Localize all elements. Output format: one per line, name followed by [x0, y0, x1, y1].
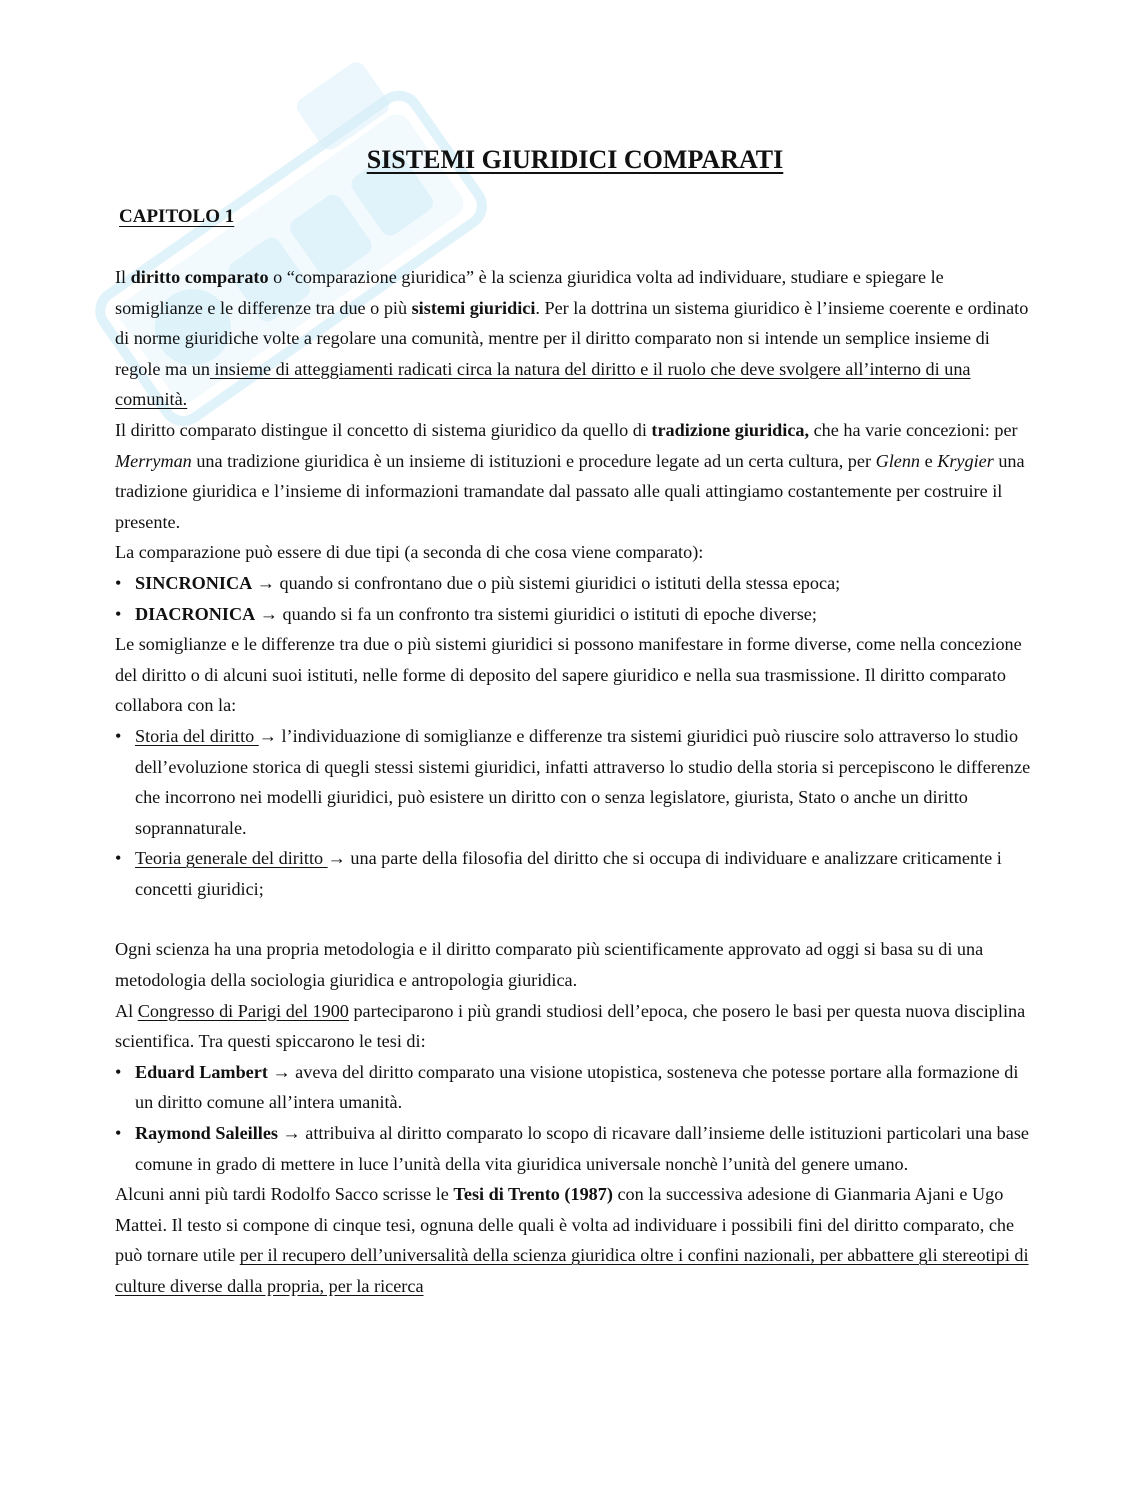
bold-term: Tesi di Trento (1987) — [453, 1184, 613, 1205]
bullet-icon: • — [115, 1061, 122, 1082]
underlined-text: Congresso di Parigi del 1900 — [137, 1000, 349, 1021]
bold-term: diritto comparato — [130, 267, 269, 287]
text-run: parteciparono i più grandi studiosi dell’epoca, che posero le basi per questa nuova disciplina scientifica. Tra questi spiccarono le tesi di: — [115, 1000, 1026, 1052]
list-item-text: → aveva del diritto comparato una visione utopistica, sosteneva che potesse portare alla formazione di un diritto comune all’intera umanità. — [135, 1061, 1019, 1113]
underlined-term: Storia del diritto — [135, 725, 259, 746]
document-page — [115, 140, 1035, 1302]
bold-term: Eduard Lambert — [135, 1061, 268, 1082]
underlined-term: Teoria generale del diritto — [135, 848, 328, 869]
list-item-text: → attribuiva al diritto comparato lo scopo di ricavare dall’insieme delle istituzioni particolari una base comune in grado di mettere in luce l’unità della vita giuridica universale nonchè l’unità del genere umano. — [135, 1123, 1029, 1174]
text-run: o “comparazione giuridica” è la scienza giuridica volta ad individuare, studiare e spiegare le somiglianze e le differenze tra due o più — [115, 267, 944, 318]
list-item-text: → l’individuazione di somiglianze e differenze tra sistemi giuridici può riuscire solo attraverso lo studio dell’evoluzione storica di quegli stessi sistemi giuridici, infatti attraverso lo studio della storia si percepiscono le differenze che incorrono nei modelli giuridici, può esistere un diritto con o senza legislatore, giurista, Stato o anche un diritto soprannaturale. — [135, 725, 1031, 838]
text-run: una tradizione giuridica e l’insieme di informazioni tramandate dal passato alle quali attingiamo costantemente per costruire il presente. — [115, 450, 1025, 532]
list-item — [115, 721, 1035, 843]
bullet-icon: • — [115, 603, 122, 624]
paragraph-5: Ogni scienza ha una propria metodologia e il diritto comparato più scientificamente approvato ad oggi si basa su di una metodologia della sociologia giuridica e antropologia giuridica. — [115, 939, 984, 991]
list-item-text: → quando si fa un confronto tra sistemi giuridici o istituti di epoche diverse; — [255, 603, 817, 624]
underlined-text: per il recupero dell’universalità della scienza giuridica oltre i confini nazionali, per abbattere gli stereotipi di culture diverse dalla propria, per la ricerca — [115, 1245, 1029, 1296]
bullet-icon: • — [115, 1123, 122, 1144]
bullet-icon: • — [115, 725, 122, 746]
comparison-types-list — [115, 568, 1035, 629]
paragraph-7 — [115, 1179, 1035, 1301]
bold-term: DIACRONICA — [135, 603, 256, 624]
text-run: Il diritto comparato distingue il concetto di sistema giuridico da quello di — [115, 419, 652, 440]
list-item-text: → una parte della filosofia del diritto che si occupa di individuare e analizzare criticamente i concetti giuridici; — [135, 848, 1002, 899]
underlined-text: insieme di atteggiamenti radicati circa la natura del diritto e il ruolo che deve svolgere all’interno di una comunità. — [115, 358, 971, 410]
text-run: Al — [115, 1000, 138, 1021]
text-run: . Per la dottrina un sistema giuridico è l’insieme coerente e ordinato di norme giuridiche volte a regolare una comunità, mentre per il diritto comparato non si intende un semplice insieme di regole ma un — [115, 297, 1029, 379]
bullet-icon: • — [115, 848, 122, 869]
page-title: SISTEMI GIURIDICI COMPARATI — [366, 145, 784, 174]
text-run: Alcuni anni più tardi Rodolfo Sacco scrisse le — [115, 1184, 454, 1205]
text-run: una tradizione giuridica è un insieme di istituzioni e procedure legate ad un certa cultura, per — [191, 450, 876, 471]
text-run: con la successiva adesione di Gianmaria Ajani e Ugo Mattei. Il testo si compone di cinque tesi, ognuna delle quali è volta ad individuare i possibili fini del diritto comparato, che può tornare utile — [115, 1184, 1015, 1266]
text-run: Il — [115, 267, 131, 287]
text-run: e — [920, 450, 938, 471]
list-item — [115, 568, 1035, 599]
bold-term: sistemi giuridici — [411, 297, 536, 318]
paragraph-3: La comparazione può essere di due tipi (a seconda di che cosa viene comparato): — [115, 542, 704, 563]
spacer — [115, 904, 1035, 934]
bullet-icon: • — [115, 572, 122, 593]
list-item — [115, 1057, 1035, 1118]
paragraph-4: Le somiglianze e le differenze tra due o più sistemi giuridici si possono manifestare in forme diverse, come nella concezione del diritto o di alcuni suoi istituti, nelle forme di deposito del sapere giuridico e nella sua trasmissione. Il diritto comparato collabora con la: — [115, 634, 1022, 716]
italic-name: Glenn — [875, 450, 921, 471]
paragraph-1 — [115, 262, 1035, 415]
bold-term: tradizione giuridica, — [651, 419, 810, 440]
bold-term: SINCRONICA — [135, 572, 253, 593]
list-item — [115, 1118, 1035, 1179]
paragraph-2 — [115, 415, 1035, 537]
bold-term: Raymond Saleilles — [135, 1123, 278, 1144]
list-item — [115, 843, 1035, 904]
italic-name: Krygier — [937, 450, 994, 471]
italic-name: Merryman — [115, 450, 192, 471]
list-item — [115, 599, 1035, 630]
paragraph-6 — [115, 996, 1035, 1057]
text-run: che ha varie concezioni: per — [809, 419, 1018, 440]
list-item-text: → quando si confrontano due o più sistemi giuridici o istituti della stessa epoca; — [252, 572, 841, 593]
scholars-list — [115, 1057, 1035, 1179]
chapter-heading: CAPITOLO 1 — [119, 206, 235, 227]
collaboration-list — [115, 721, 1035, 905]
